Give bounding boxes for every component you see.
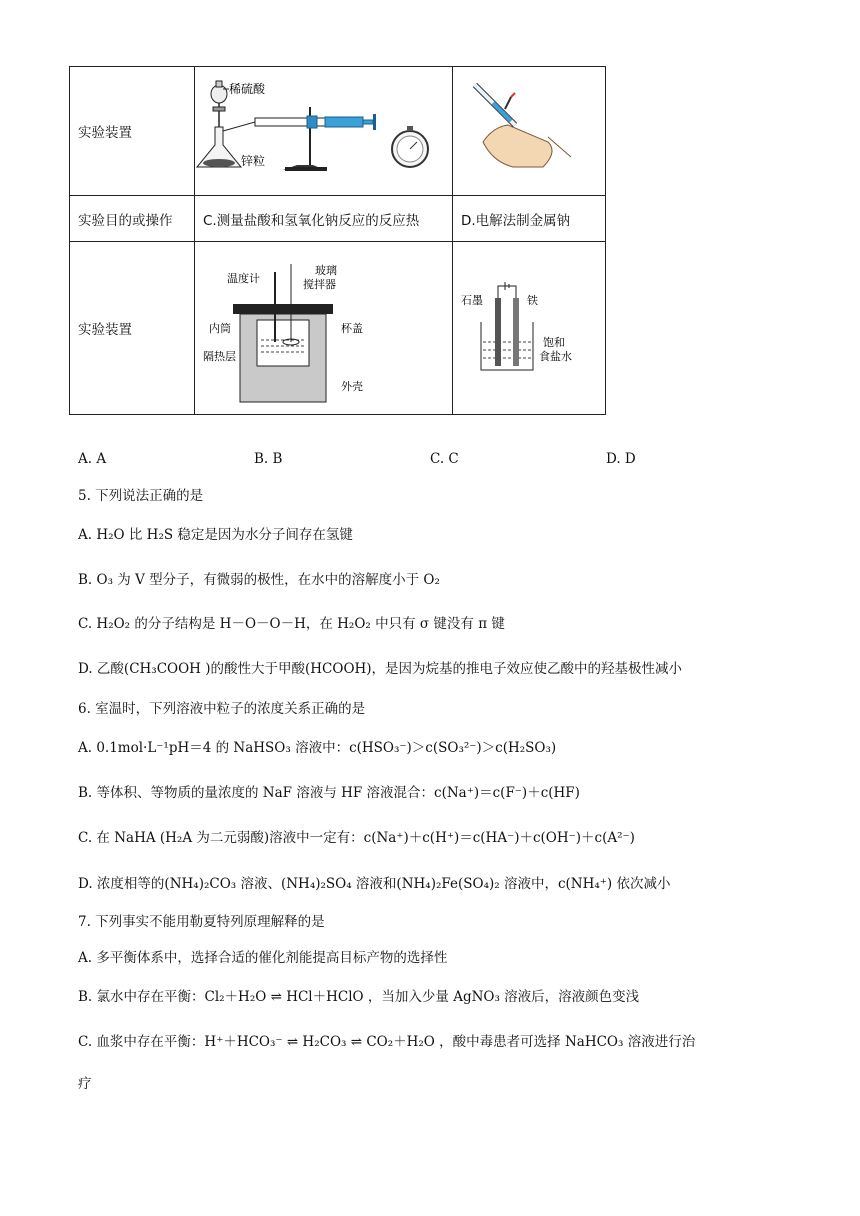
electrolysis-apparatus bbox=[453, 242, 606, 415]
q6-stem: 6. 室温时，下列溶液中粒子的浓度关系正确的是 bbox=[78, 701, 366, 717]
q7-stem: 7. 下列事实不能用勒夏特列原理解释的是 bbox=[78, 914, 325, 930]
saturated-label: 饱和 bbox=[543, 336, 565, 349]
iron-label: 铁 bbox=[527, 294, 538, 307]
q4-option-d[interactable]: D. D bbox=[606, 451, 636, 467]
q6-option-d[interactable]: D. 浓度相等的(NH₄)₂CO₃ 溶液、(NH₄)₂SO₄ 溶液和(NH₄)₂Fe(SO₄)₂ 溶液中，c(NH₄⁺) 依次减小 bbox=[78, 876, 671, 892]
thermometer-label: 温度计 bbox=[227, 272, 260, 285]
q5-option-c[interactable]: C. H₂O₂ 的分子结构是 H－O－O－H，在 H₂O₂ 中只有 σ 键没有 π 键 bbox=[78, 616, 505, 632]
zinc-acid-apparatus bbox=[195, 67, 453, 196]
brine-label: 食盐水 bbox=[539, 350, 572, 363]
test-tube-hand-figure bbox=[453, 67, 606, 196]
q4-options bbox=[78, 451, 778, 467]
inner-tube-label: 内筒 bbox=[209, 322, 231, 335]
zinc-label: 锌粒 bbox=[241, 154, 266, 168]
q4-option-b[interactable]: B. B bbox=[254, 451, 283, 467]
electrolysis-figure bbox=[453, 242, 605, 410]
q7-option-a[interactable]: A. 多平衡体系中，选择合适的催化剂能提高目标产物的选择性 bbox=[78, 950, 448, 966]
lid-label: 杯盖 bbox=[341, 322, 363, 335]
row1-label: 实验装置 bbox=[70, 67, 195, 196]
q4-option-a[interactable]: A. A bbox=[78, 451, 107, 467]
option-d-text: D.电解法制金属钠 bbox=[453, 196, 606, 242]
q6-option-b[interactable]: B. 等体积、等物质的量浓度的 NaF 溶液与 HF 溶液混合：c(Na⁺)＝c(F⁻)＋c(HF) bbox=[78, 785, 580, 801]
row3-label: 实验装置 bbox=[70, 242, 195, 415]
q5-stem: 5. 下列说法正确的是 bbox=[78, 488, 204, 504]
q6-option-a[interactable]: A. 0.1mol·L⁻¹pH＝4 的 NaHSO₃ 溶液中：c(HSO₃⁻)＞c(SO₃²⁻)＞c(H₂SO₃) bbox=[78, 740, 557, 756]
option-c-text: C.测量盐酸和氢氧化钠反应的反应热 bbox=[195, 196, 453, 242]
q5-option-a[interactable]: A. H₂O 比 H₂S 稳定是因为水分子间存在氢键 bbox=[78, 527, 353, 543]
q5-option-b[interactable]: B. O₃ 为 V 型分子，有微弱的极性，在水中的溶解度小于 O₂ bbox=[78, 572, 440, 588]
glass-label: 玻璃 bbox=[315, 264, 337, 277]
q6-option-c[interactable]: C. 在 NaHA (H₂A 为二元弱酸)溶液中一定有：c(Na⁺)＋c(H⁺)＝c(HA⁻)＋c(OH⁻)＋c(A²⁻) bbox=[78, 830, 635, 846]
experiment-table bbox=[69, 66, 606, 415]
row2-label: 实验目的或操作 bbox=[70, 196, 195, 242]
graphite-label: 石墨 bbox=[461, 294, 483, 307]
q5-option-d[interactable]: D. 乙酸(CH₃COOH )的酸性大于甲酸(HCOOH)，是因为烷基的推电子效应使乙酸中的羟基极性减小 bbox=[78, 661, 683, 677]
calorimeter-figure bbox=[195, 242, 452, 410]
dilute-acid-label: 稀硫酸 bbox=[229, 82, 266, 96]
apparatus-a-figure bbox=[453, 67, 605, 191]
apparatus-b-figure bbox=[195, 67, 452, 191]
q7-option-c-cont: 疗 bbox=[78, 1076, 92, 1092]
shell-label: 外壳 bbox=[341, 380, 363, 393]
q7-option-b[interactable]: B. 氯水中存在平衡：Cl₂＋H₂O ⇌ HCl＋HClO ，当加入少量 AgNO₃ 溶液后，溶液颜色变浅 bbox=[78, 989, 640, 1005]
stirrer-label: 搅拌器 bbox=[303, 278, 336, 291]
q7-option-c[interactable]: C. 血浆中存在平衡：H⁺＋HCO₃⁻ ⇌ H₂CO₃ ⇌ CO₂＋H₂O ，酸中毒患者可选择 NaHCO₃ 溶液进行治 bbox=[78, 1034, 696, 1050]
q4-option-c[interactable]: C. C bbox=[430, 451, 459, 467]
calorimeter-apparatus bbox=[195, 242, 453, 415]
insulation-label: 隔热层 bbox=[203, 350, 236, 363]
